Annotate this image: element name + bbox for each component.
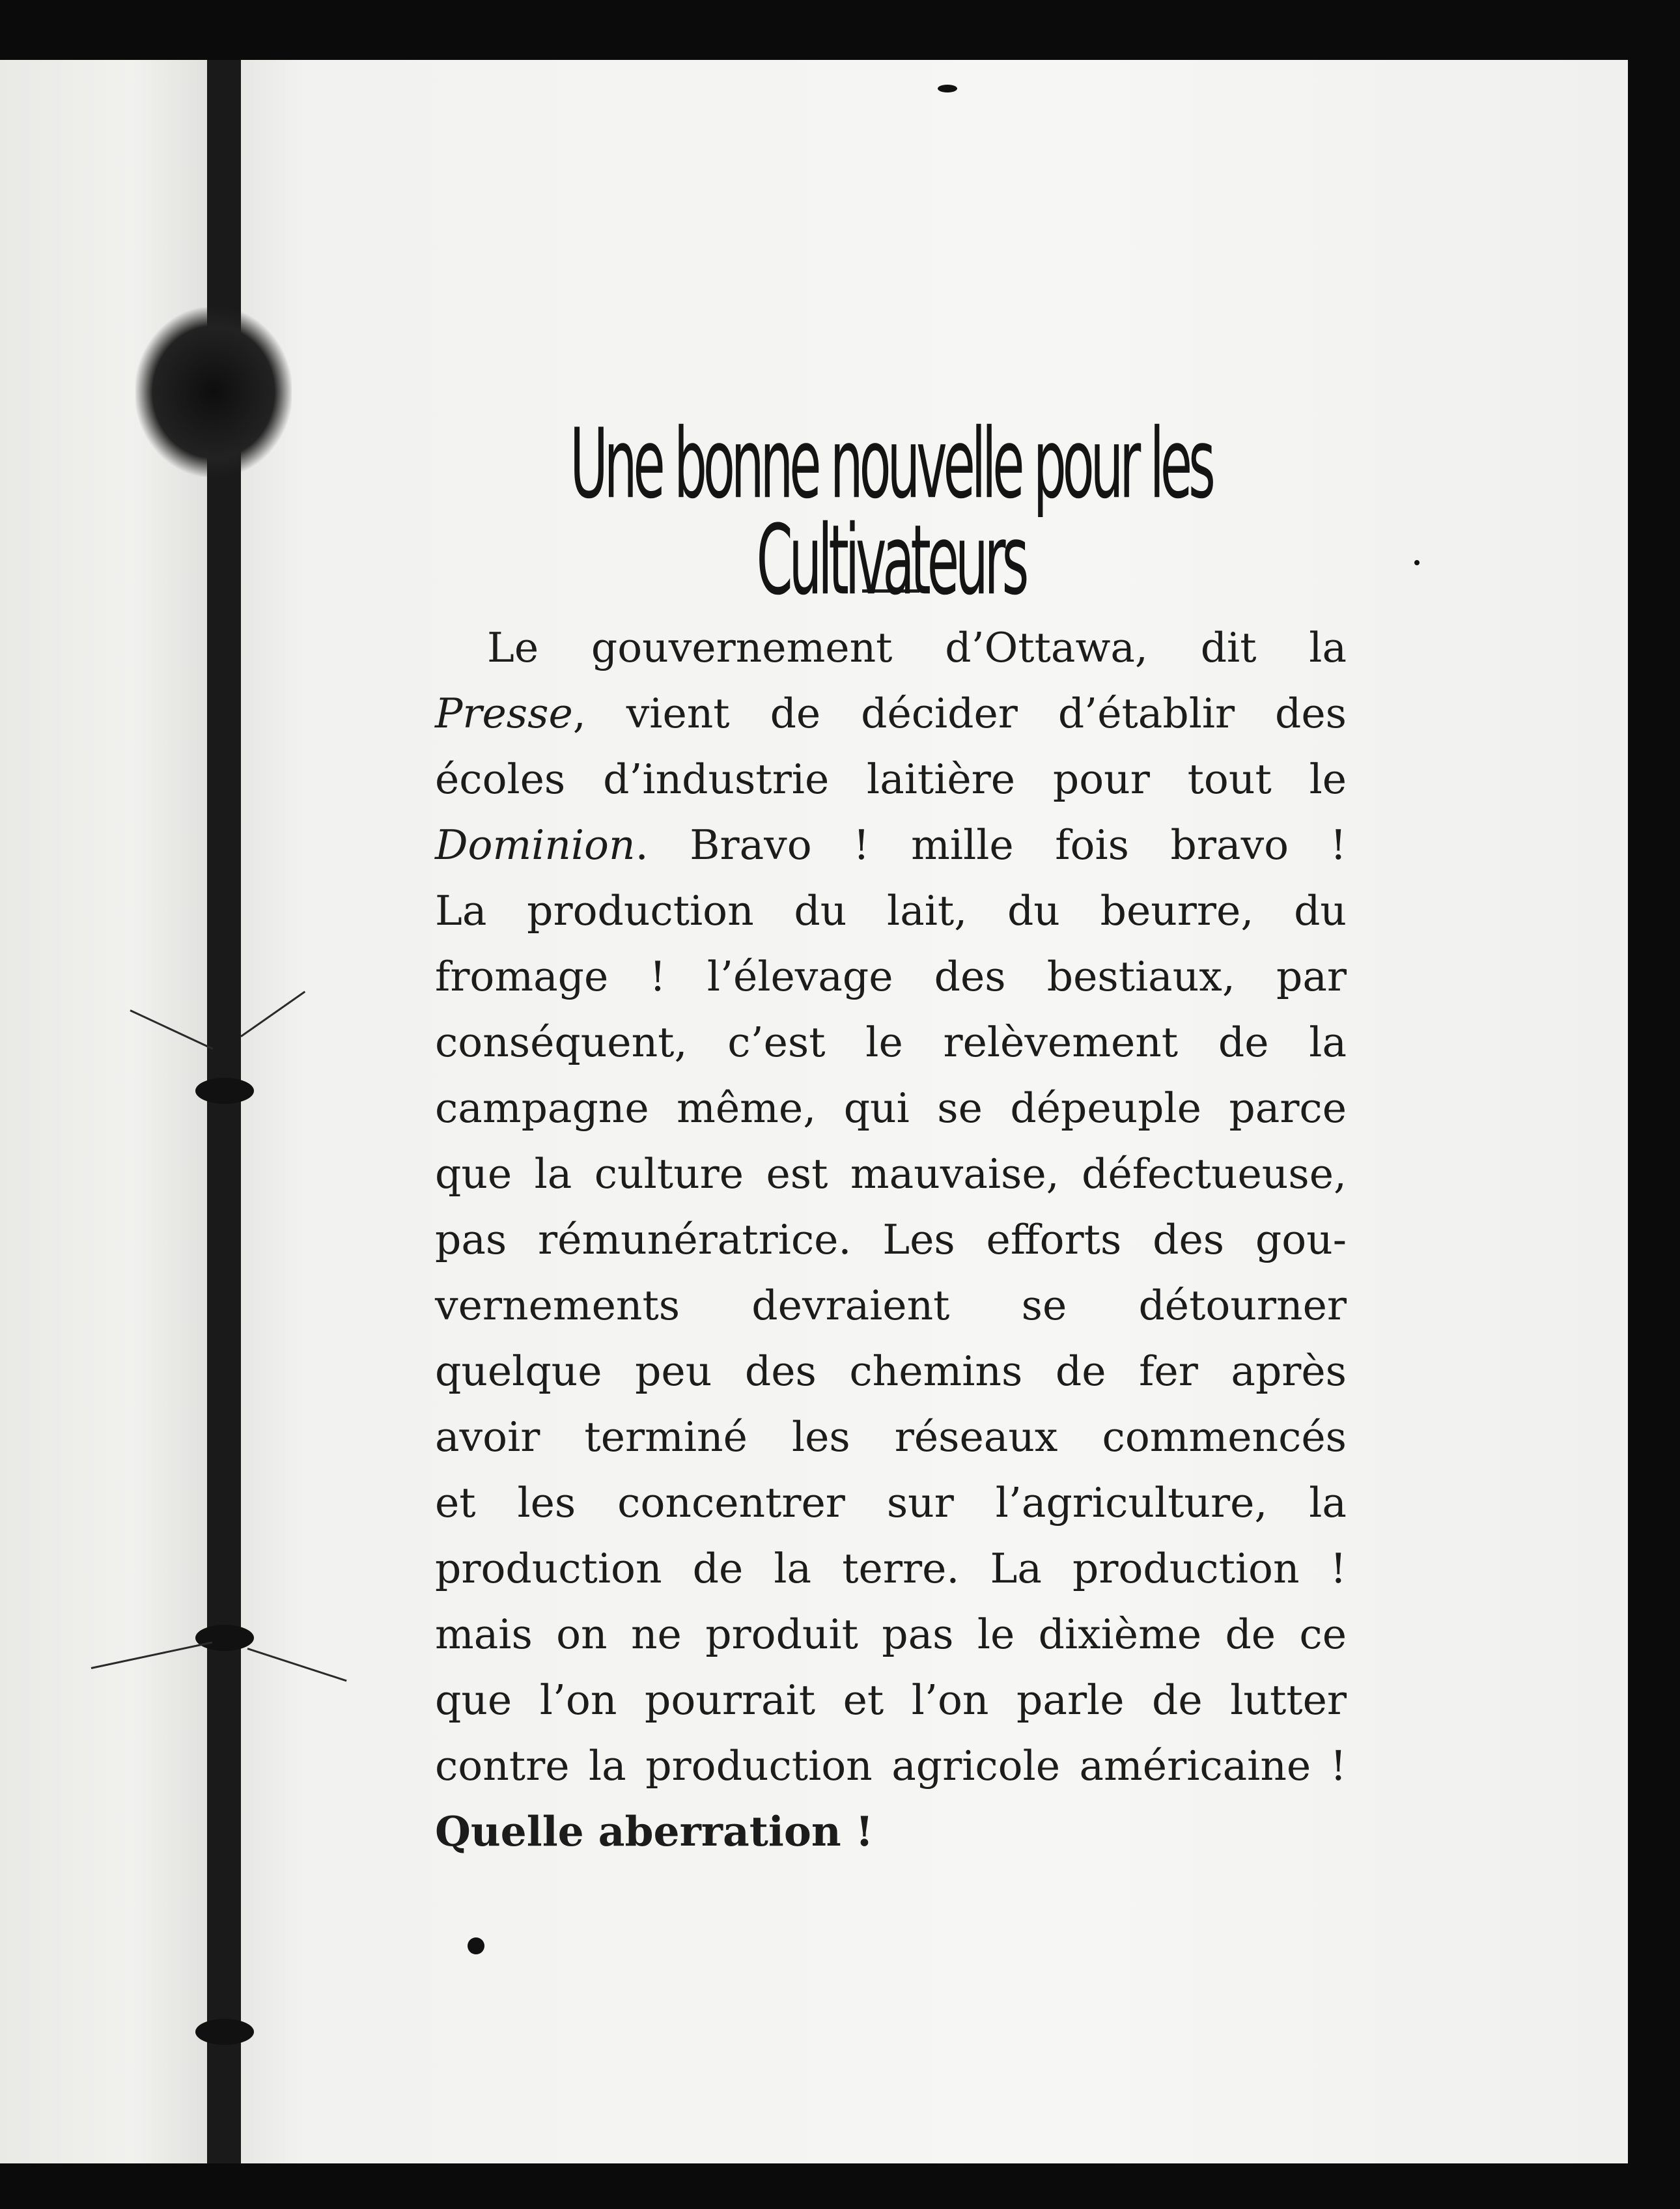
- text-line: Presse, vient de décider d’établir des: [435, 690, 1347, 737]
- text-line: campagne même, qui se dépeuple parce: [435, 1084, 1347, 1132]
- text-line: quelque peu des chemins de fer après: [435, 1347, 1347, 1395]
- ink-speck: [938, 85, 957, 92]
- binding-stitch: [195, 1625, 254, 1651]
- text-line: fromage ! l’élevage des bestiaux, par: [435, 953, 1347, 1000]
- italic-term: Dominion: [435, 821, 636, 869]
- text-line: contre la production agricole américaine !: [435, 1742, 1347, 1790]
- article: [435, 410, 1347, 1864]
- binding-stitch: [195, 2019, 254, 2045]
- text-line: pas rémunératrice. Les efforts des gou-: [435, 1216, 1347, 1263]
- book-binding: [207, 60, 241, 2163]
- binding-stitch: [195, 1078, 254, 1104]
- italic-term: Presse: [435, 690, 573, 737]
- text-line: avoir terminé les réseaux commencés: [435, 1413, 1347, 1461]
- article-title: Une bonne nouvelle pour les Cultivateurs: [570, 408, 1212, 617]
- text-line: que la culture est mauvaise, défectueuse,: [435, 1150, 1347, 1198]
- text-line: La production du lait, du beurre, du: [435, 887, 1347, 935]
- text-line: mais on ne produit pas le dixième de ce: [435, 1611, 1347, 1658]
- text-line: Le gouvernement d’Ottawa, dit la: [487, 624, 1347, 671]
- text-line: production de la terre. La production !: [435, 1545, 1347, 1592]
- text-line: vernements devraient se détourner: [435, 1282, 1347, 1329]
- text-line: et les concentrer sur l’agriculture, la: [435, 1479, 1347, 1527]
- ink-speck: [468, 1937, 484, 1954]
- text-line: que l’on pourrait et l’on parle de lutter: [435, 1676, 1347, 1724]
- ink-speck: [1414, 560, 1420, 565]
- article-body: [435, 615, 1347, 1864]
- closing-exclamation: Quelle aberration !: [435, 1807, 874, 1855]
- text-line: Dominion. Bravo ! mille fois bravo !: [435, 821, 1347, 869]
- text-line: conséquent, c’est le relèvement de la: [435, 1019, 1347, 1066]
- text-line: écoles d’industrie laitière pour tout le: [435, 755, 1347, 803]
